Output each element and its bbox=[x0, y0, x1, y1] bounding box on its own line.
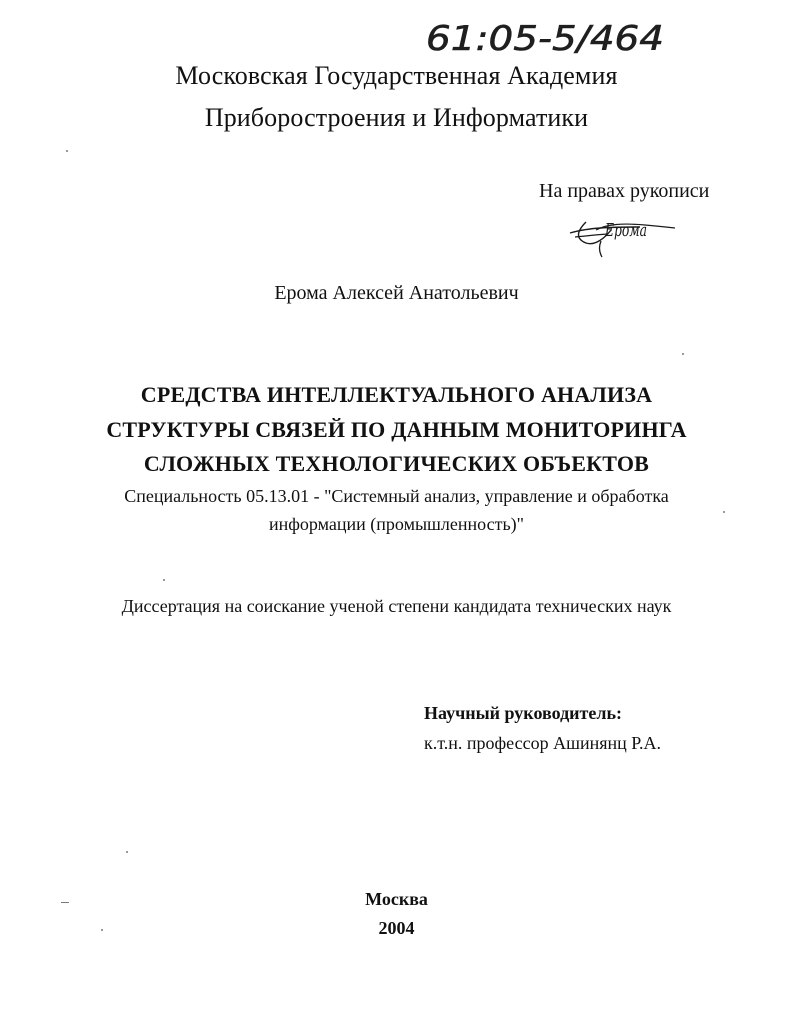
scan-speck bbox=[723, 511, 725, 513]
scan-speck bbox=[126, 851, 128, 853]
scan-speck bbox=[682, 353, 684, 355]
title-line-3: СЛОЖНЫХ ТЕХНОЛОГИЧЕСКИХ ОБЪЕКТОВ bbox=[143, 451, 650, 476]
author-signature bbox=[562, 210, 680, 260]
title-line-1: СРЕДСТВА ИНТЕЛЛЕКТУАЛЬНОГО АНАЛИЗА bbox=[140, 382, 653, 407]
advisor-name: к.т.н. профессор Ашинянц Р.А. bbox=[424, 733, 662, 753]
institution-line-1: Московская Государственная Академия bbox=[175, 61, 618, 90]
signature-text: Ерома bbox=[604, 220, 647, 241]
scan-speck bbox=[101, 929, 103, 931]
author-name: Ерома Алексей Анатольевич bbox=[274, 282, 519, 304]
manuscript-rights-note: На правах рукописи bbox=[539, 180, 710, 202]
publication-city: Москва bbox=[365, 889, 428, 909]
scan-speck bbox=[66, 150, 68, 152]
advisor-label: Научный руководитель: bbox=[424, 703, 622, 723]
specialty-line-1: Специальность 05.13.01 - "Системный анализ, управление и обработка bbox=[124, 486, 669, 506]
title-line-2: СТРУКТУРЫ СВЯЗЕЙ ПО ДАННЫМ МОНИТОРИНГА bbox=[106, 417, 687, 442]
scan-speck bbox=[61, 902, 69, 903]
publication-year: 2004 bbox=[378, 918, 415, 938]
handwritten-archive-code bbox=[426, 12, 676, 60]
specialty-line-2: информации (промышленность)" bbox=[268, 514, 525, 534]
degree-statement: Диссертация на соискание ученой степени кандидата технических наук bbox=[121, 596, 672, 616]
institution-line-2: Приборостроения и Информатики bbox=[204, 103, 589, 132]
scan-speck bbox=[163, 579, 165, 581]
handwritten-code-text: 61:05-5/464 bbox=[426, 19, 664, 59]
